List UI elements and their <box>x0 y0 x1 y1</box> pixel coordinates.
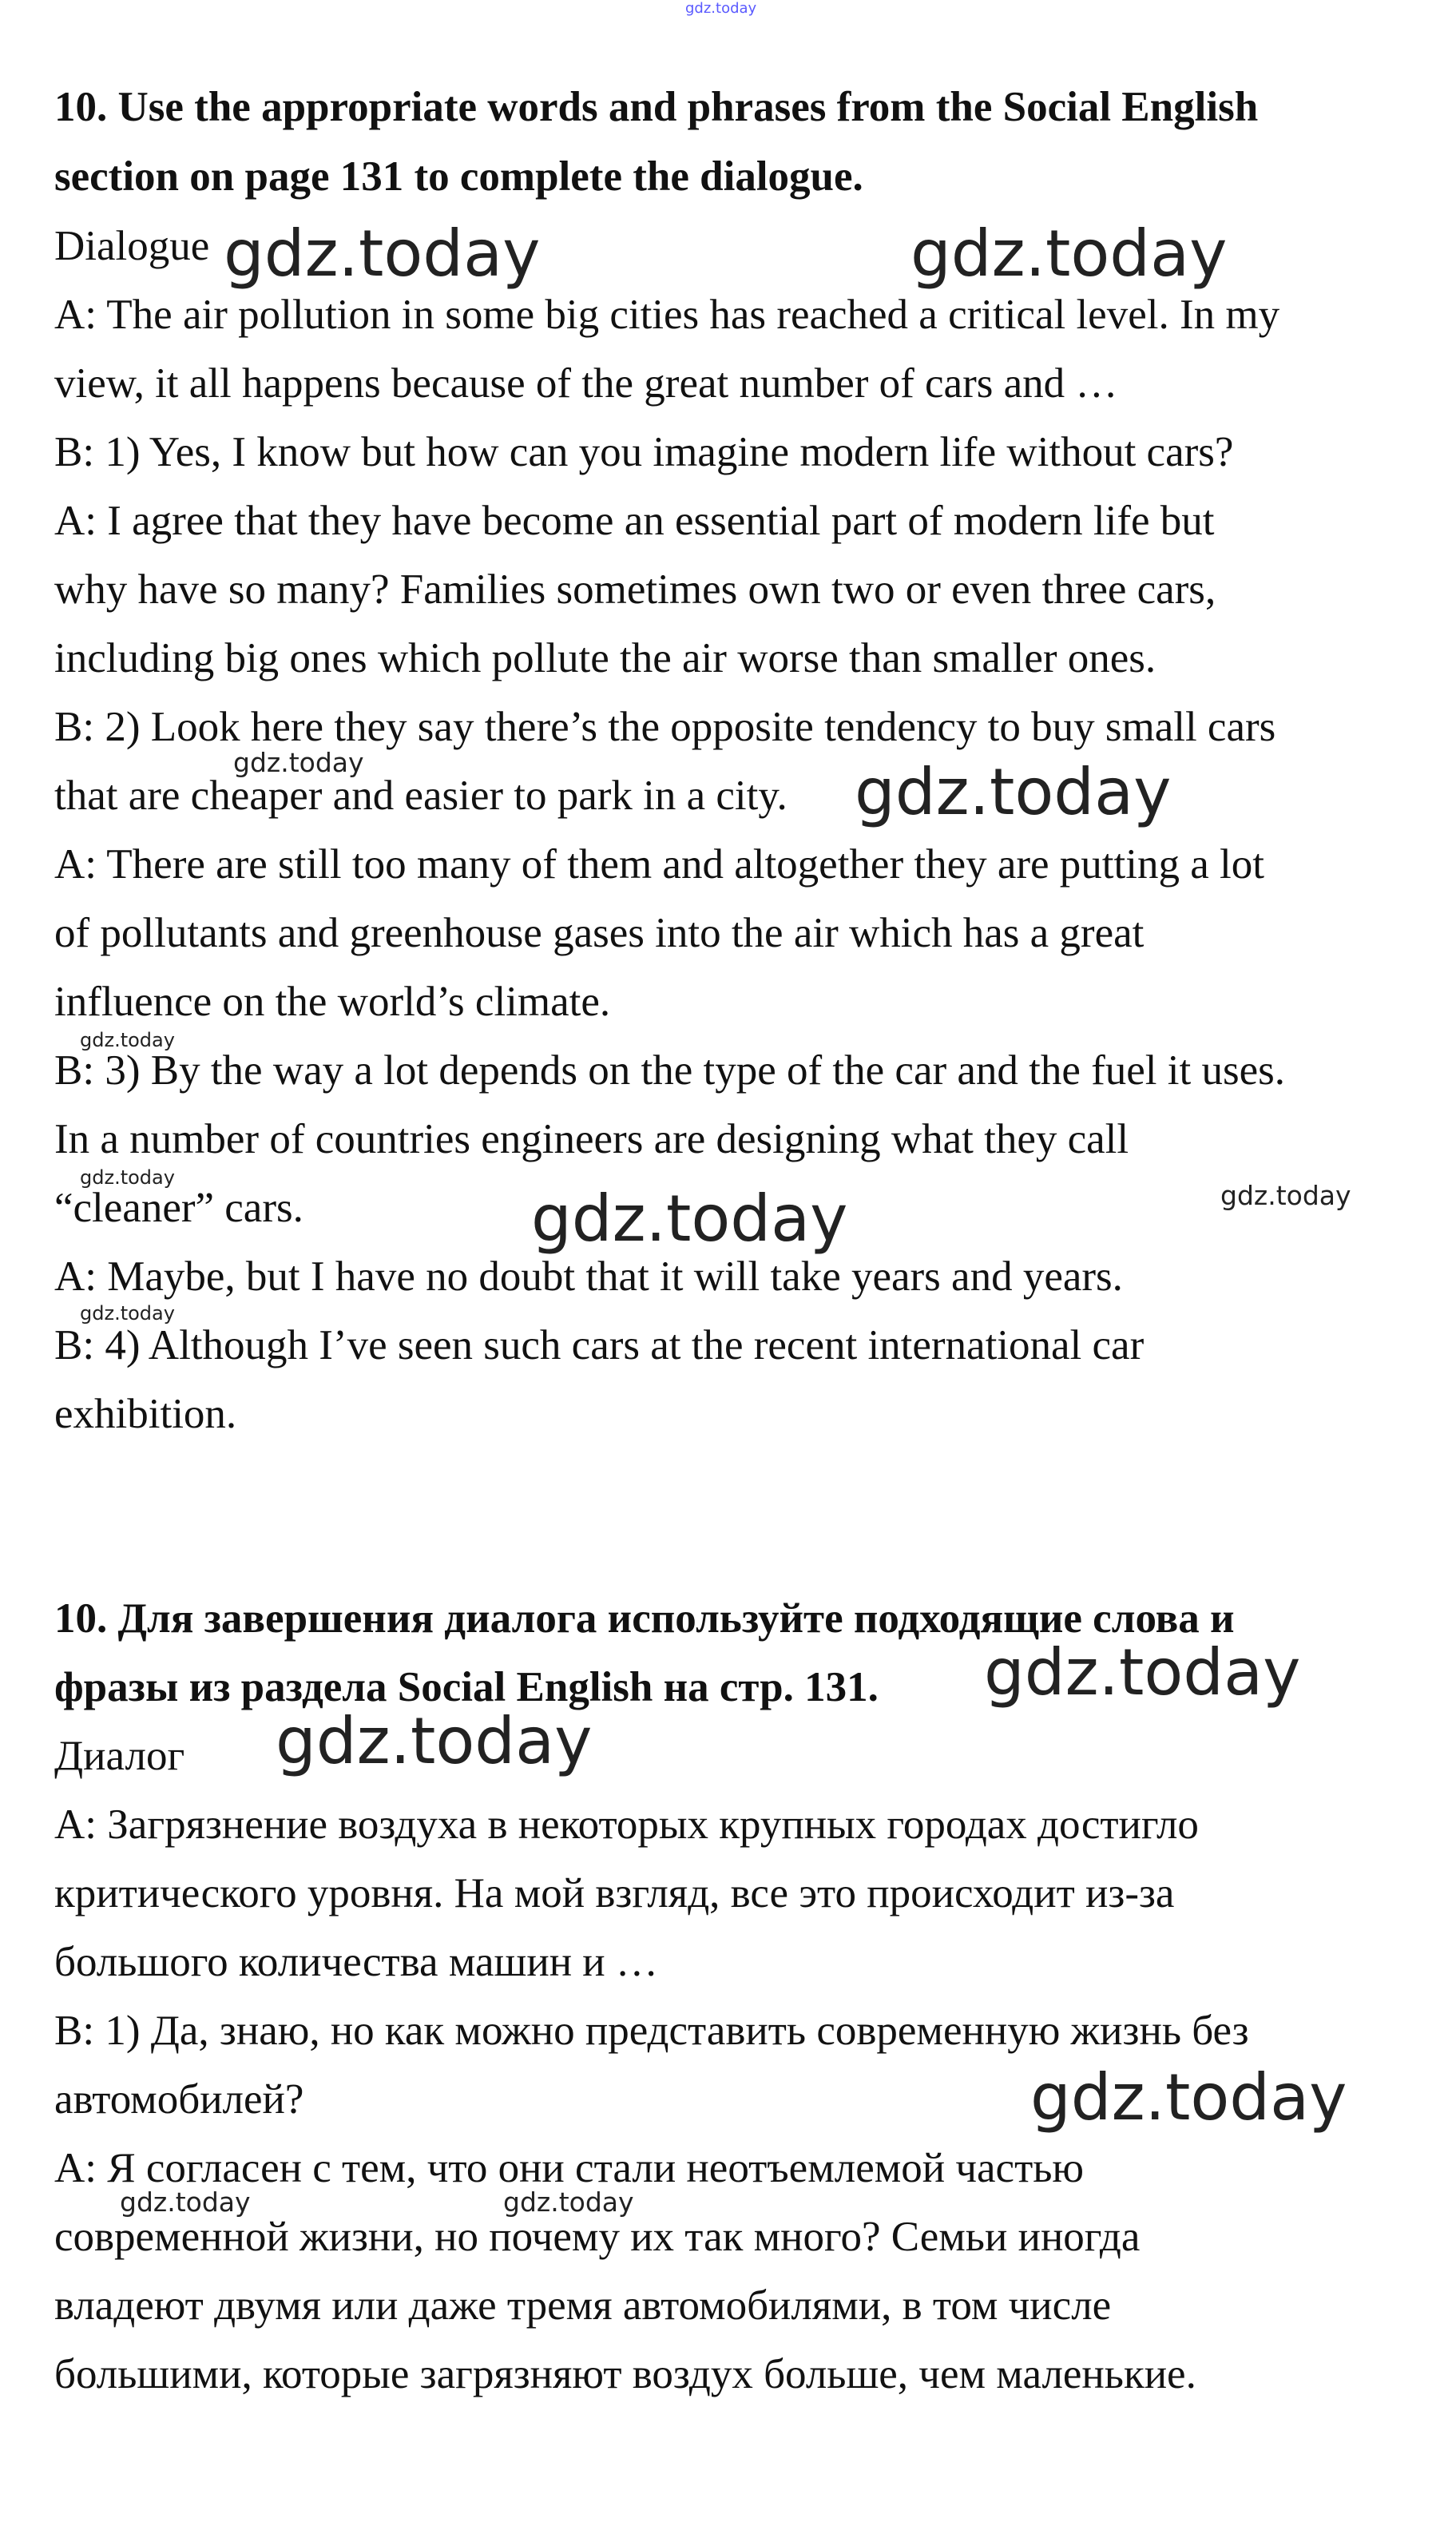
dialogue-line: view, it all happens because of the great number of cars and … <box>54 360 1118 407</box>
watermark: gdz.today <box>80 1029 175 1051</box>
dialogue-line: B: 2) Look here they say there’s the opposite tendency to buy small cars <box>54 704 1276 750</box>
dialogue-line: of pollutants and greenhouse gases into the air which has a great <box>54 910 1145 956</box>
dialogue-line: критического уровня. На мой взгляд, все это происходит из-за <box>54 1870 1175 1916</box>
dialogue-line: that are cheaper and easier to park in a city. <box>54 773 788 819</box>
dialogue-line: A: I agree that they have become an essential part of modern life but <box>54 498 1215 544</box>
dialogue-line: большого количества машин и … <box>54 1939 658 1985</box>
exercise-heading-ru: 10. Для завершения диалога используйте подходящие слова и <box>54 1595 1235 1642</box>
dialogue-line: including big ones which pollute the air worse than smaller ones. <box>54 635 1156 681</box>
dialogue-line: exhibition. <box>54 1391 237 1437</box>
dialogue-line: why have so many? Families sometimes own two or even three cars, <box>54 566 1216 613</box>
dialogue-line: В: 1) Да, знаю, но как можно представить современную жизнь без <box>54 2008 1249 2054</box>
dialogue-line: influence on the world’s climate. <box>54 979 611 1025</box>
dialogue-label-en: Dialogue <box>54 223 210 269</box>
dialogue-line: In a number of countries engineers are designing what they call <box>54 1116 1129 1162</box>
exercise-heading-en-cont: section on page 131 to complete the dialogue. <box>54 153 863 200</box>
dialogue-line: автомобилей? <box>54 2076 304 2123</box>
dialogue-line: владеют двумя или даже тремя автомобилями, в том числе <box>54 2282 1112 2329</box>
watermark: gdz.today <box>276 1704 593 1778</box>
dialogue-label-ru: Диалог <box>54 1733 185 1779</box>
watermark: gdz.today <box>503 2186 634 2218</box>
dialogue-line: B: 1) Yes, I know but how can you imagine modern life without cars? <box>54 429 1234 475</box>
watermark: gdz.today <box>1220 1180 1351 1211</box>
dialogue-line: А: Загрязнение воздуха в некоторых крупных городах достигло <box>54 1801 1199 1848</box>
watermark: gdz.today <box>855 755 1172 829</box>
dialogue-line: A: There are still too many of them and altogether they are putting a lot <box>54 841 1264 888</box>
watermark: gdz.today <box>531 1182 848 1256</box>
watermark: gdz.today <box>685 0 757 17</box>
dialogue-line: современной жизни, но почему их так много? Семьи иногда <box>54 2214 1141 2260</box>
dialogue-line: A: The air pollution in some big cities has reached a critical level. In my <box>54 292 1280 338</box>
exercise-heading-en: 10. Use the appropriate words and phrases from the Social English <box>54 84 1259 130</box>
exercise-heading-ru-cont: фразы из раздела Social English на стр. 131. <box>54 1664 879 1710</box>
dialogue-line: B: 3) By the way a lot depends on the type of the car and the fuel it uses. <box>54 1047 1286 1094</box>
watermark: gdz.today <box>233 747 364 778</box>
watermark: gdz.today <box>80 1166 175 1189</box>
dialogue-line: большими, которые загрязняют воздух больше, чем маленькие. <box>54 2351 1196 2397</box>
watermark: gdz.today <box>984 1635 1301 1710</box>
dialogue-line: B: 4) Although I’ve seen such cars at the recent international car <box>54 1322 1145 1368</box>
watermark: gdz.today <box>910 216 1228 291</box>
dialogue-line: A: Maybe, but I have no doubt that it will take years and years. <box>54 1253 1123 1300</box>
dialogue-line: “cleaner” cars. <box>54 1185 303 1231</box>
watermark: gdz.today <box>1030 2060 1347 2135</box>
watermark: gdz.today <box>120 2186 251 2218</box>
watermark: gdz.today <box>80 1302 175 1325</box>
dialogue-line: А: Я согласен с тем, что они стали неотъемлемой частью <box>54 2145 1085 2191</box>
watermark: gdz.today <box>224 216 541 291</box>
